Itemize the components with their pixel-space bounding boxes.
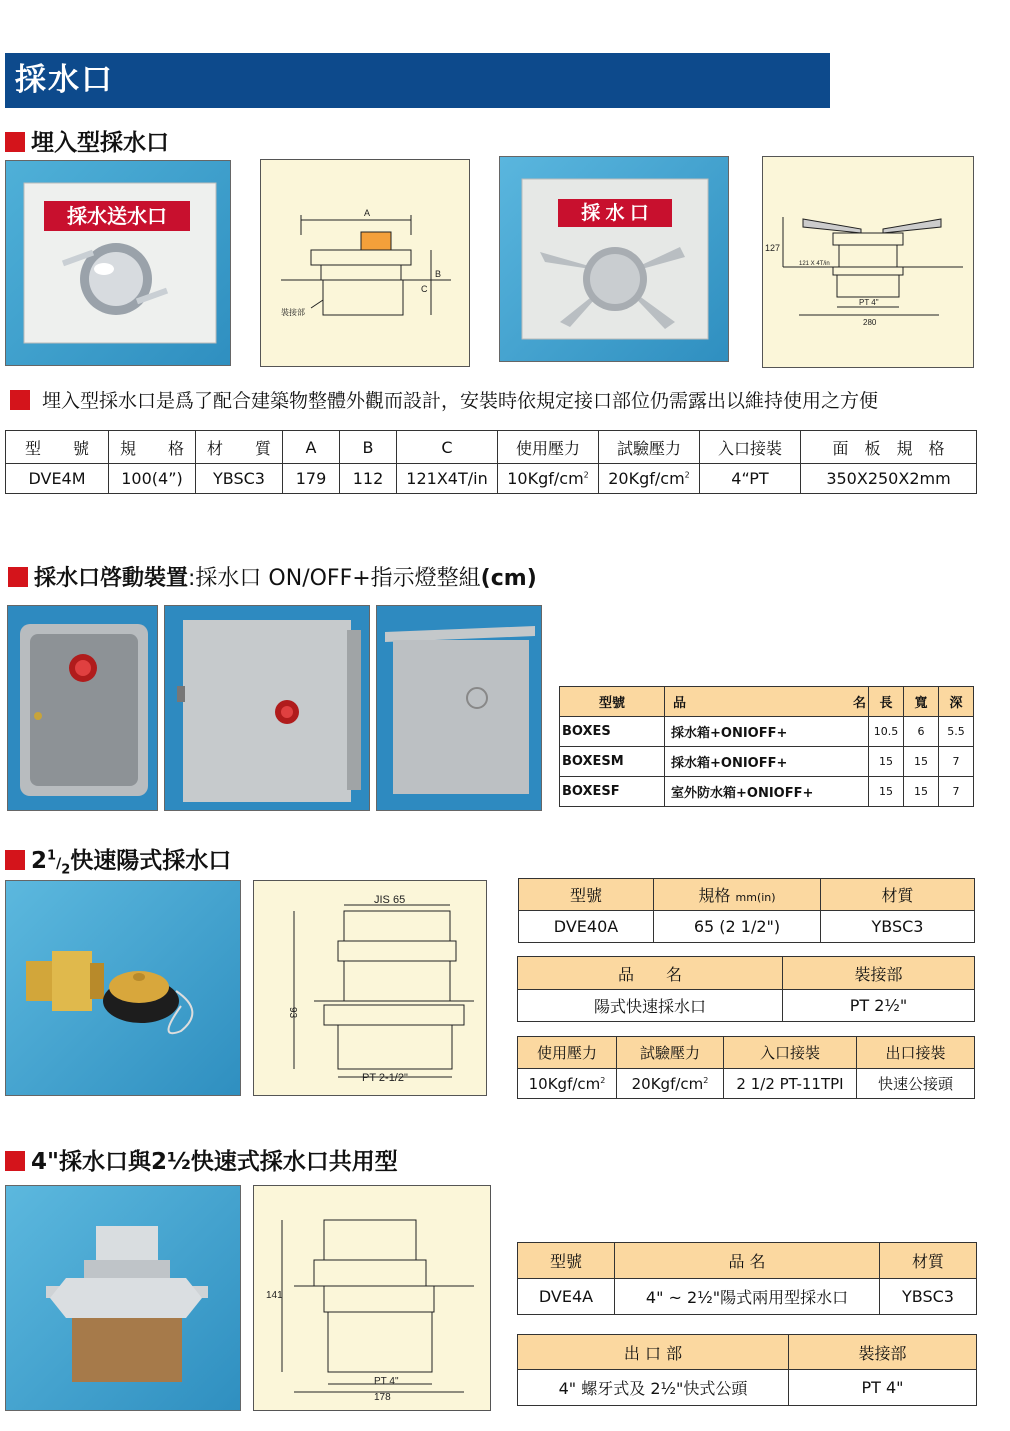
red-square-icon xyxy=(10,390,30,410)
section-title-activation: 採水口啓動裝置:採水口 ON/OFF+指示燈整組(cm) xyxy=(8,561,537,592)
red-square-icon xyxy=(5,850,25,870)
combo-photo xyxy=(5,1185,241,1411)
quick-spec-table-1 xyxy=(518,878,975,943)
embedded-drawing-1 xyxy=(260,159,470,367)
table-header-row: 出 口 部 裝接部 xyxy=(518,1335,977,1370)
svg-text:141: 141 xyxy=(266,1290,283,1301)
red-square-icon xyxy=(8,567,28,587)
activation-photo-3 xyxy=(376,605,542,811)
photo-sign-text: 採水送水口 xyxy=(67,206,167,228)
svg-text:121 X 4T/in: 121 X 4T/in xyxy=(799,261,830,267)
combo-spec-table-1 xyxy=(517,1242,977,1315)
section-title-combo: 4"採水口與2½快速式採水口共用型 xyxy=(5,1143,398,1176)
table-row: DVE40A 65 (2 1/2") YBSC3 xyxy=(519,911,975,943)
table-row: 4" 螺牙式及 2½"快式公頭 PT 4" xyxy=(518,1370,977,1406)
table-header-row: 型號 品 名 長 寬 深 xyxy=(560,687,974,717)
svg-text:B: B xyxy=(435,269,442,279)
section-title-embedded: 埋入型採水口 xyxy=(5,124,169,157)
embedded-note: 埋入型採水口是爲了配合建築物整體外觀而設計，安裝時依規定接口部位仍需露出以維持使用之方便 xyxy=(10,386,878,413)
combo-spec-table-2 xyxy=(517,1334,977,1406)
table-header-row: 品 名 裝接部 xyxy=(518,957,975,990)
svg-text:178: 178 xyxy=(374,1392,391,1403)
activation-spec-table xyxy=(559,686,974,807)
svg-text:PT 2-1/2": PT 2-1/2" xyxy=(362,1072,408,1084)
svg-text:127: 127 xyxy=(765,243,781,253)
table-header-row: 型號 品 名 材質 xyxy=(518,1243,977,1279)
embedded-drawing-2 xyxy=(762,156,974,368)
combo-drawing xyxy=(253,1185,491,1411)
table-header-row: 型 號 規 格 材 質 A B C 使用壓力 試驗壓力 入口接裝 面 板 規 格 xyxy=(6,431,977,464)
table-header-row: 型號 規格 mm(in) 材質 xyxy=(519,879,975,911)
section-title-quick: $2^1/_2$快速陽式採水口 xyxy=(5,842,231,878)
svg-text:280: 280 xyxy=(863,318,877,327)
photo-sign-text: 採 水 口 xyxy=(581,203,649,224)
svg-text:PT 4": PT 4" xyxy=(859,298,879,307)
quick-photo xyxy=(5,880,241,1096)
table-row: DVE4A 4" ~ 2½"陽式兩用型採水口 YBSC3 xyxy=(518,1279,977,1315)
svg-text:A: A xyxy=(364,208,371,218)
embedded-photo-2 xyxy=(499,156,729,362)
svg-text:裝接部: 裝接部 xyxy=(281,308,305,317)
quick-spec-table-2 xyxy=(517,956,975,1022)
svg-text:PT 4": PT 4" xyxy=(374,1376,399,1387)
svg-text:C: C xyxy=(421,284,428,294)
red-square-icon xyxy=(5,132,25,152)
table-row: BOXESM 採水箱+ONIOFF+ 15 15 7 xyxy=(560,747,974,777)
table-header-row: 使用壓力 試驗壓力 入口接裝 出口接裝 xyxy=(518,1037,975,1069)
quick-drawing xyxy=(253,880,487,1096)
svg-text:93: 93 xyxy=(287,1007,298,1019)
embedded-photo-1 xyxy=(5,160,231,366)
embedded-spec-table xyxy=(5,430,977,494)
table-row: 陽式快速採水口 PT 2½" xyxy=(518,990,975,1022)
activation-photo-2 xyxy=(164,605,370,811)
table-row: DVE4M 100(4”) YBSC3 179 112 121X4T/in $10Kgf/cm^2$ $20Kgf/cm^2$ 4“PT 350X250X2mm xyxy=(6,464,977,494)
activation-photo-1 xyxy=(7,605,158,811)
table-row: BOXES 採水箱+ONIOFF+ 10.5 6 5.5 xyxy=(560,717,974,747)
svg-text:JIS 65: JIS 65 xyxy=(374,894,406,906)
quick-spec-table-3 xyxy=(517,1036,975,1099)
red-square-icon xyxy=(5,1151,25,1171)
page-title: 採水口 xyxy=(5,53,830,108)
table-row: BOXESF 室外防水箱+ONIOFF+ 15 15 7 xyxy=(560,777,974,807)
table-row: $10Kgf/cm^2$ $20Kgf/cm^2$ 2 1/2 PT-11TPI 快速公接頭 xyxy=(518,1069,975,1099)
